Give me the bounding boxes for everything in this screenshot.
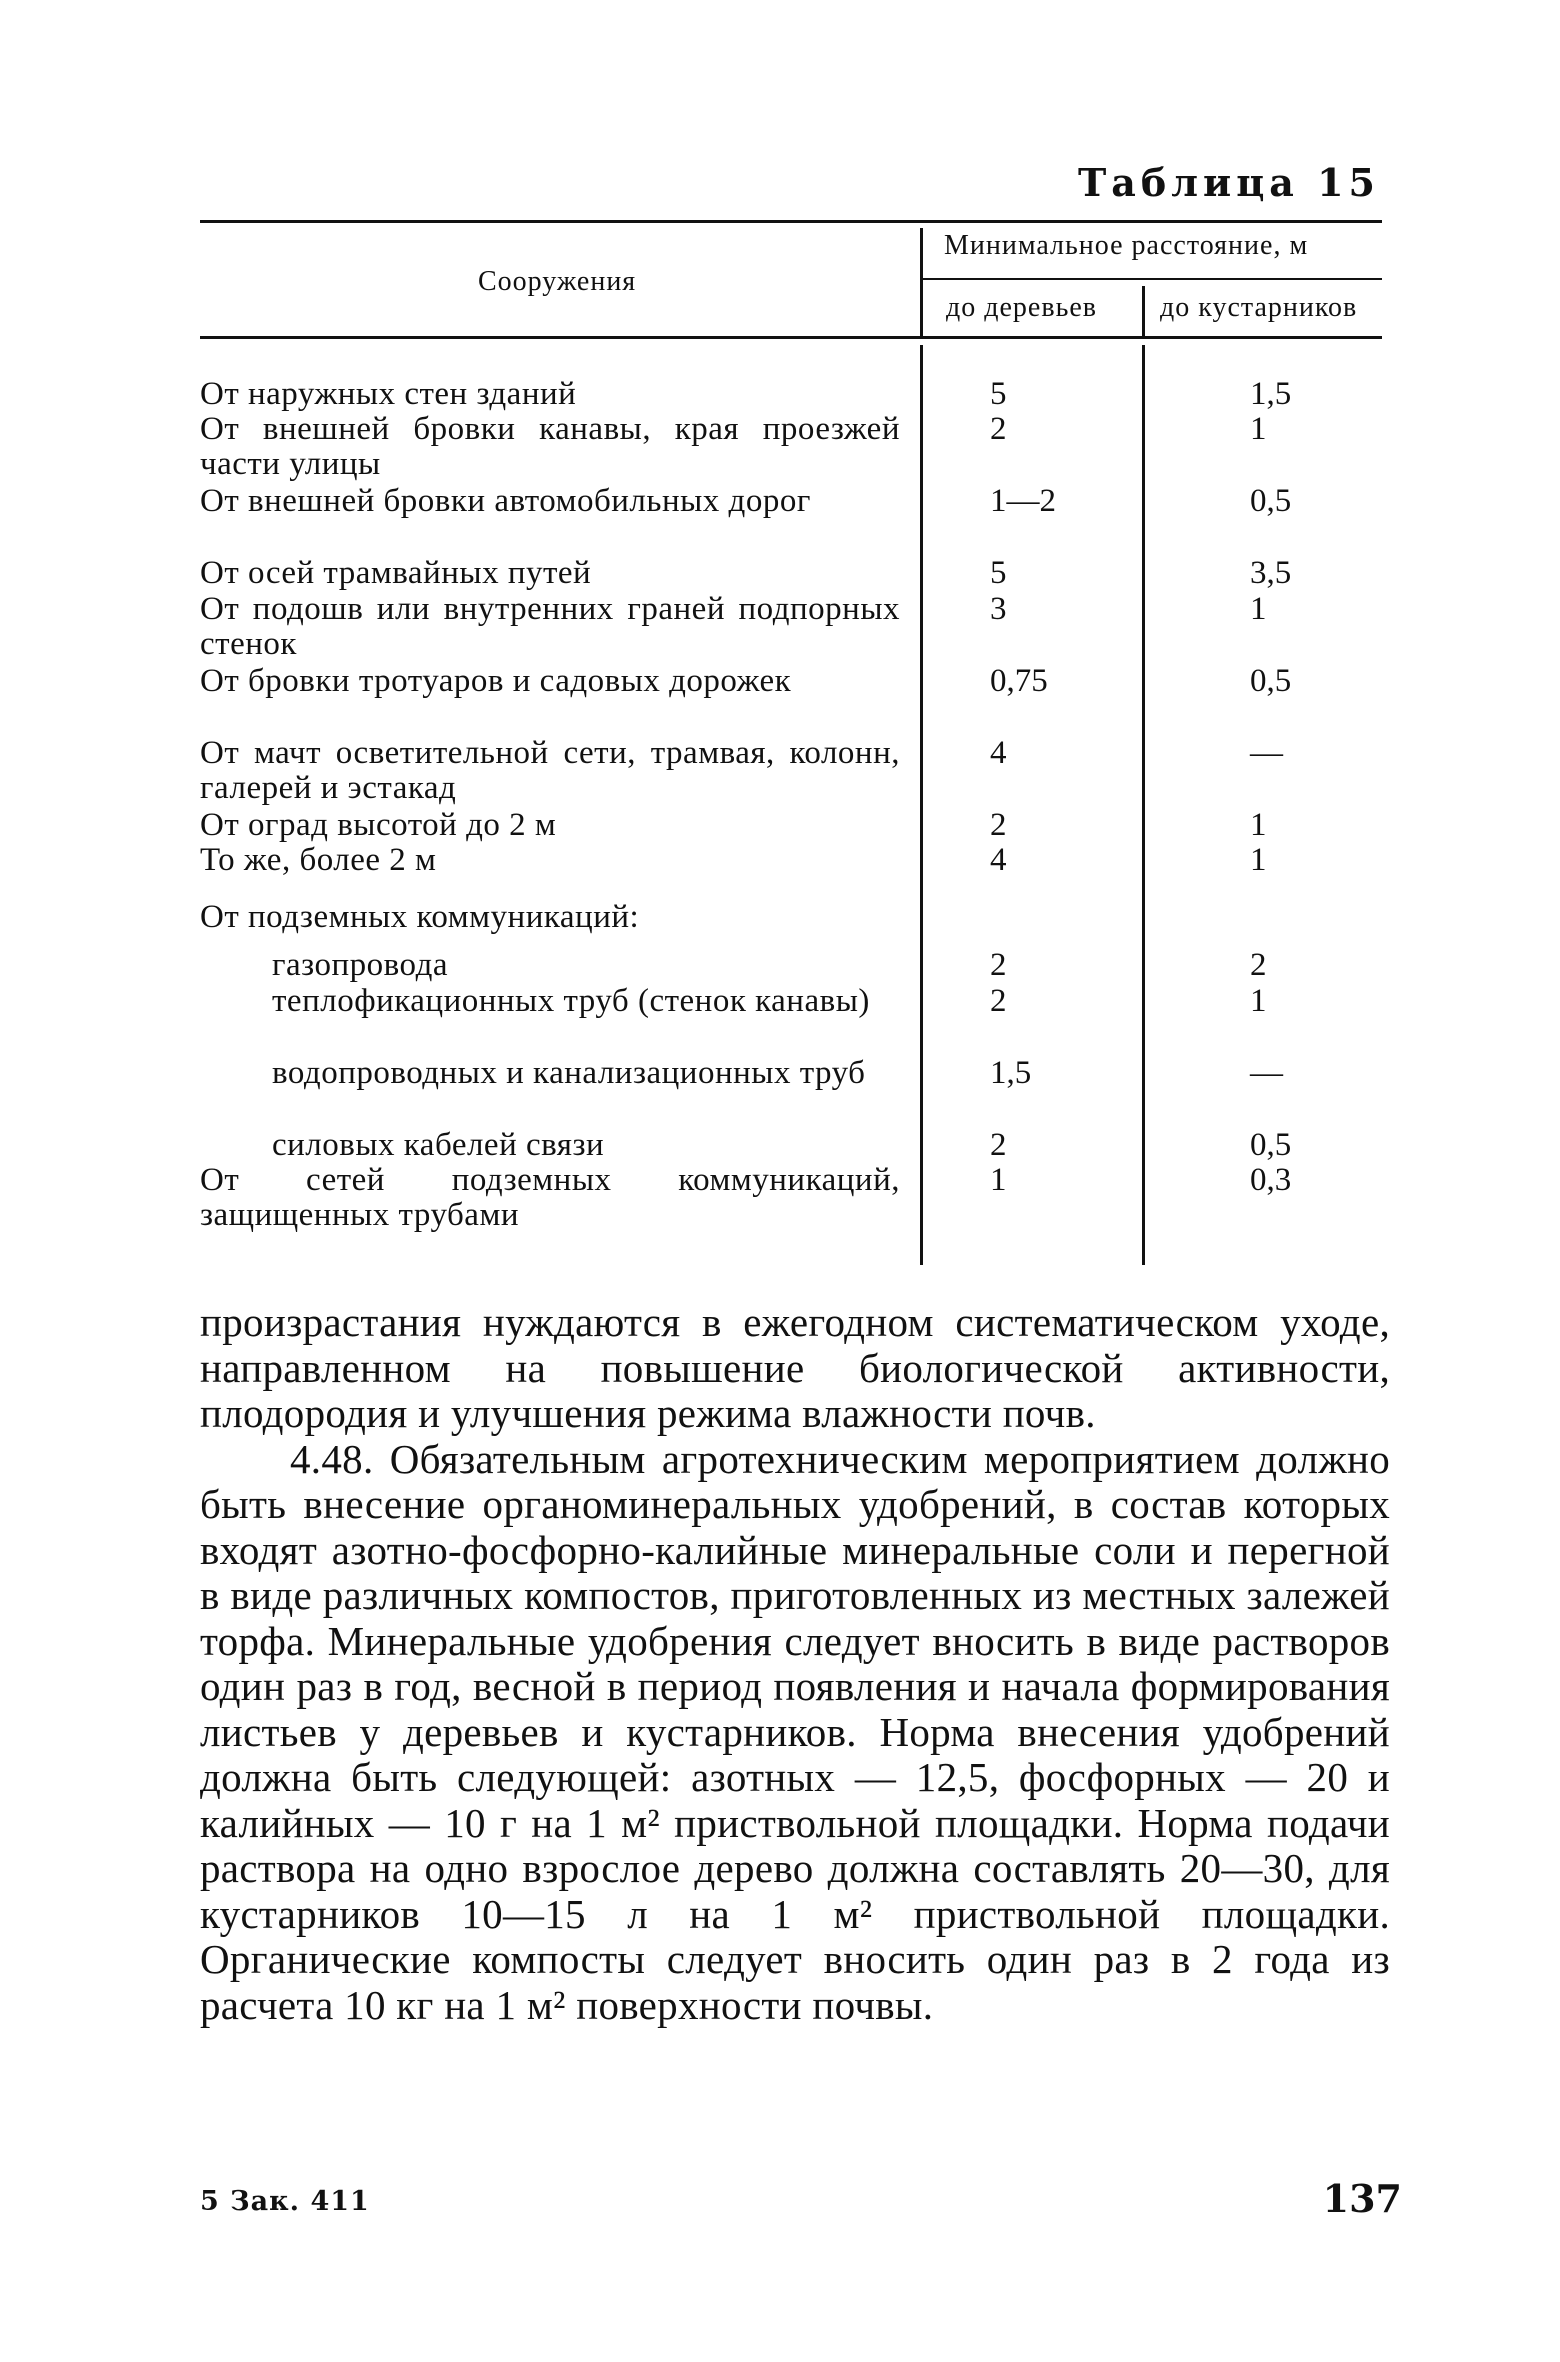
row-trees-value: 1—2 — [990, 483, 1056, 519]
row-shrubs-value: 1 — [1250, 983, 1267, 1019]
row-shrubs-value: 0,3 — [1250, 1162, 1292, 1198]
row-trees-value: 2 — [990, 947, 1007, 983]
row-shrubs-value: 1,5 — [1250, 376, 1292, 412]
row-structure: От сетей подземных коммуникаций, защищенных трубами — [200, 1162, 900, 1233]
print-order-mark: 5 Зак. 411 — [200, 2186, 370, 2217]
row-shrubs-value: — — [1250, 735, 1283, 771]
row-trees-value: 2 — [990, 983, 1007, 1019]
page-number: 137 — [1322, 2176, 1402, 2221]
body-paragraph-2: 4.48. Обязательным агротехническим мероприятием должно быть внесение органоминеральных удобрений, в состав которых входят азотно-фосфорно-калийные минеральные соли и перегной в виде различных компостов, приготовленных из местных залежей торфа. Минеральные удобрения следует вносить в виде растворов один раз в год, весной в период появления и начала формирования листьев у деревьев и кустарников. Норма внесения удобрений должна быть следующей: азотных — 12,5, фосфорных — 20 и калийных — 10 г на 1 м² приствольной площадки. Норма подачи раствора на одно взрослое дерево должна составлять 20—30, для кустарников 10—15 л на 1 м² приствольной площадки. Органические компосты следует вносить один раз в 2 года из расчета 10 кг на 1 м² поверхности почвы. — [200, 1435, 1390, 2028]
header-structures: Сооружения — [478, 266, 637, 297]
column-divider-2 — [1142, 345, 1145, 1265]
row-shrubs-value: 2 — [1250, 947, 1267, 983]
row-trees-value: 0,75 — [990, 663, 1048, 699]
table-top-rule — [200, 220, 1382, 223]
row-shrubs-value: 1 — [1250, 411, 1267, 447]
row-shrubs-value: 0,5 — [1250, 1127, 1292, 1163]
row-group-heading: От подземных коммуникаций: — [200, 899, 640, 935]
row-trees-value: 4 — [990, 735, 1007, 771]
row-trees-value: 2 — [990, 807, 1007, 843]
row-trees-value: 5 — [990, 555, 1007, 591]
row-structure: водопроводных и канализационных труб — [272, 1055, 866, 1091]
column-divider-1-header — [920, 228, 923, 336]
header-shrubs: до кустарников — [1160, 292, 1358, 323]
row-shrubs-value: 3,5 — [1250, 555, 1292, 591]
subheader-rule — [922, 278, 1382, 280]
row-shrubs-value: — — [1250, 1055, 1283, 1091]
row-structure: То же, более 2 м — [200, 842, 437, 878]
row-trees-value: 2 — [990, 1127, 1007, 1163]
row-shrubs-value: 1 — [1250, 591, 1267, 627]
body-paragraph-1: произрастания нуждаются в ежегодном систематическом уходе, направленном на повышение биологической активности, плодородия и улучшения режима влажности почв. — [200, 1299, 1390, 1436]
column-divider-2-header — [1142, 286, 1145, 336]
row-structure: От мачт осветительной сети, трамвая, колонн, галерей и эстакад — [200, 735, 900, 806]
row-structure: От подошв или внутренних граней подпорных стенок — [200, 591, 900, 662]
row-structure: газопровода — [272, 947, 449, 983]
row-structure: теплофикационных труб (стенок канавы) — [272, 983, 870, 1019]
header-bottom-rule — [200, 336, 1382, 339]
row-trees-value: 5 — [990, 376, 1007, 412]
row-trees-value: 2 — [990, 411, 1007, 447]
row-shrubs-value: 0,5 — [1250, 663, 1292, 699]
row-trees-value: 1 — [990, 1162, 1007, 1198]
row-structure: От бровки тротуаров и садовых дорожек — [200, 663, 792, 699]
row-structure: От оград высотой до 2 м — [200, 807, 557, 843]
column-divider-1 — [920, 345, 923, 1265]
header-trees: до деревьев — [946, 292, 1097, 323]
row-shrubs-value: 0,5 — [1250, 483, 1292, 519]
body-text — [200, 1300, 1390, 2028]
row-shrubs-value: 1 — [1250, 842, 1267, 878]
row-trees-value: 1,5 — [990, 1055, 1032, 1091]
table-caption: Таблица 15 — [1077, 160, 1380, 205]
row-shrubs-value: 1 — [1250, 807, 1267, 843]
row-trees-value: 4 — [990, 842, 1007, 878]
header-min-distance: Минимальное расстояние, м — [944, 230, 1309, 261]
row-structure: От внешней бровки автомобильных дорог — [200, 483, 811, 519]
row-structure: силовых кабелей связи — [272, 1127, 605, 1163]
row-structure: От внешней бровки канавы, края проезжей части улицы — [200, 411, 900, 482]
row-structure: От осей трамвайных путей — [200, 555, 592, 591]
row-structure: От наружных стен зданий — [200, 376, 577, 412]
row-trees-value: 3 — [990, 591, 1007, 627]
